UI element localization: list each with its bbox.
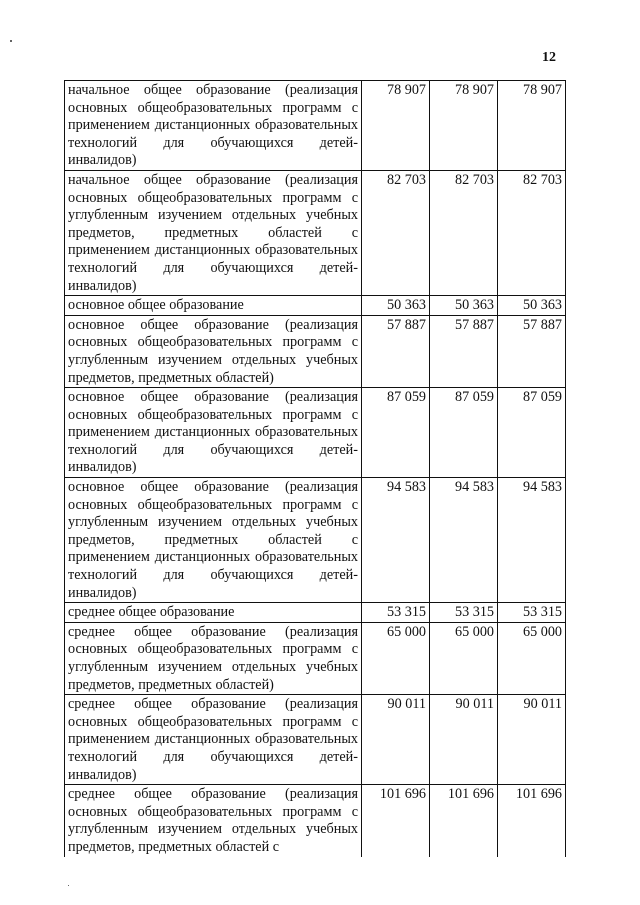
table-row [65,603,566,623]
value-cell: 50 363 [498,296,566,316]
value-cell: 65 000 [430,622,498,694]
table-row [65,170,566,295]
row-description: среднее общее образование [65,603,362,623]
row-description: среднее общее образование (реализация основных общеобразовательных программ с применением дистанционных образовательных технологий для обучающихся детей-инвалидов) [65,695,362,785]
value-cell: 50 363 [362,296,430,316]
row-description [65,785,362,857]
value-cell: 78 907 [430,81,498,171]
row-description: основное общее образование [65,296,362,316]
value-cell: 87 059 [430,388,498,478]
row-description: начальное общее образование (реализация основных общеобразовательных программ с применением дистанционных образовательных технологий для обучающихся детей-инвалидов) [65,81,362,171]
row-description: основное общее образование (реализация основных общеобразовательных программ с углубленным изучением отдельных учебных предметов, предметных областей с применением дистанционных образовательных технологий для обучающихся детей-инвалидов) [65,478,362,603]
value-cell: 87 059 [362,388,430,478]
table-row [65,81,566,171]
scan-artifact-dot [10,40,12,42]
value-cell: 94 583 [498,478,566,603]
value-cell: 101 696 [498,785,566,857]
value-cell: 65 000 [498,622,566,694]
value-cell: 53 315 [362,603,430,623]
row-description: основное общее образование (реализация основных общеобразовательных программ с углубленным изучением отдельных учебных предметов, предметных областей) [65,315,362,387]
value-cell: 57 887 [430,315,498,387]
value-cell: 65 000 [362,622,430,694]
table-row [65,785,566,857]
value-cell: 57 887 [498,315,566,387]
value-cell: 90 011 [430,695,498,785]
table-row [65,315,566,387]
row-description: начальное общее образование (реализация основных общеобразовательных программ с углубленным изучением отдельных учебных предметов, предметных областей с применением дистанционных образовательных технологий для обучающихся детей-инвалидов) [65,170,362,295]
value-cell: 87 059 [498,388,566,478]
table-row [65,388,566,478]
value-cell: 50 363 [430,296,498,316]
value-cell: 82 703 [498,170,566,295]
table-row [65,296,566,316]
row-description: среднее общее образование (реализация основных общеобразовательных программ с углубленным изучением отдельных учебных предметов, предметных областей) [65,622,362,694]
value-cell: 78 907 [362,81,430,171]
value-cell: 57 887 [362,315,430,387]
table-row [65,478,566,603]
value-cell: 101 696 [362,785,430,857]
value-cell: 94 583 [362,478,430,603]
scan-artifact-dot [68,885,69,886]
value-cell: 90 011 [362,695,430,785]
value-cell: 82 703 [362,170,430,295]
table-row [65,622,566,694]
row-description: основное общее образование (реализация основных общеобразовательных программ с применением дистанционных образовательных технологий для обучающихся детей-инвалидов) [65,388,362,478]
tariff-table [64,80,566,857]
value-cell: 78 907 [498,81,566,171]
table-row [65,695,566,785]
page-number: 12 [542,50,556,65]
row-description-text: среднее общее образование (реализация основных общеобразовательных программ с углубленным изучением отдельных учебных предметов, предметных областей с [68,786,358,855]
value-cell: 94 583 [430,478,498,603]
value-cell: 53 315 [430,603,498,623]
value-cell: 101 696 [430,785,498,857]
value-cell: 82 703 [430,170,498,295]
value-cell: 90 011 [498,695,566,785]
value-cell: 53 315 [498,603,566,623]
